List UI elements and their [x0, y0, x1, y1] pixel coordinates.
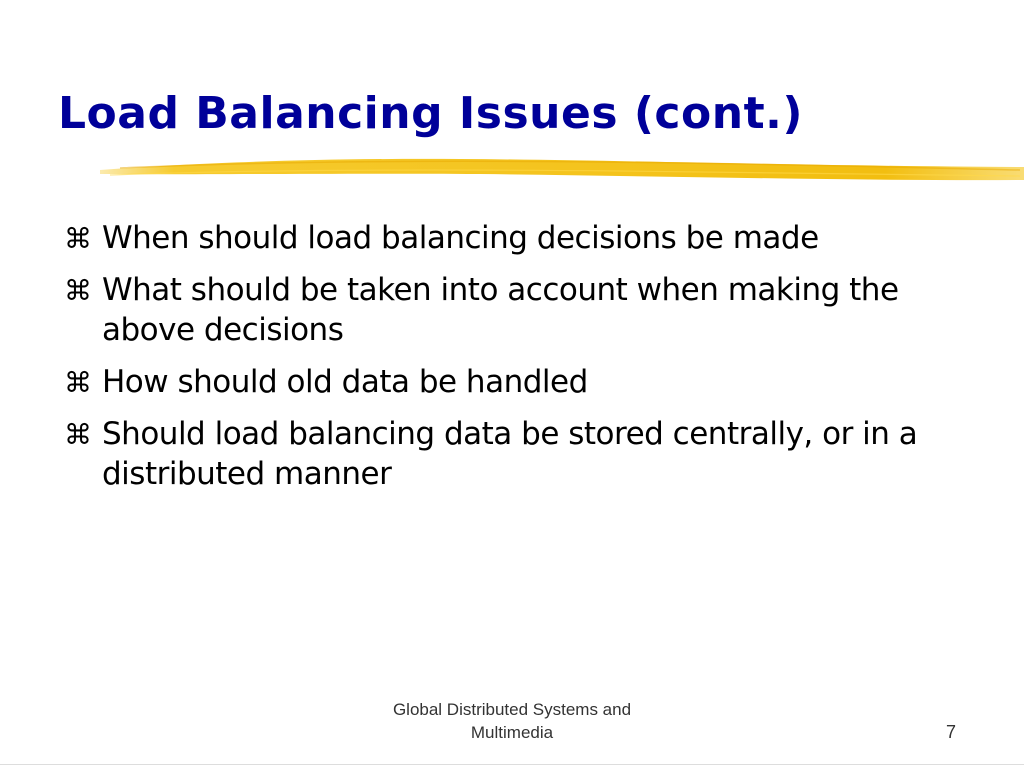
command-key-icon: ⌘	[64, 222, 92, 255]
footer-line-1: Global Distributed Systems and	[392, 700, 632, 719]
bullet-text: Should load balancing data be stored centrally, or in a distributed manner	[102, 416, 918, 492]
slide-title: Load Balancing Issues (cont.)	[58, 88, 803, 139]
footer-course-title	[352, 698, 672, 744]
bullet-text: How should old data be handled	[102, 364, 588, 400]
command-key-icon: ⌘	[64, 274, 92, 307]
bullet-item	[64, 414, 964, 494]
bottom-divider	[0, 764, 1024, 765]
title-underline-brushstroke	[100, 150, 1024, 186]
bullet-text: When should load balancing decisions be made	[102, 220, 819, 256]
command-key-icon: ⌘	[64, 418, 92, 451]
page-number: 7	[945, 722, 956, 742]
bullet-list	[64, 218, 964, 506]
footer-line-2: Multimedia	[470, 723, 554, 742]
bullet-item	[64, 218, 964, 258]
bullet-item	[64, 362, 964, 402]
command-key-icon: ⌘	[64, 366, 92, 399]
bullet-item	[64, 270, 964, 350]
bullet-text: What should be taken into account when making the above decisions	[102, 272, 899, 348]
